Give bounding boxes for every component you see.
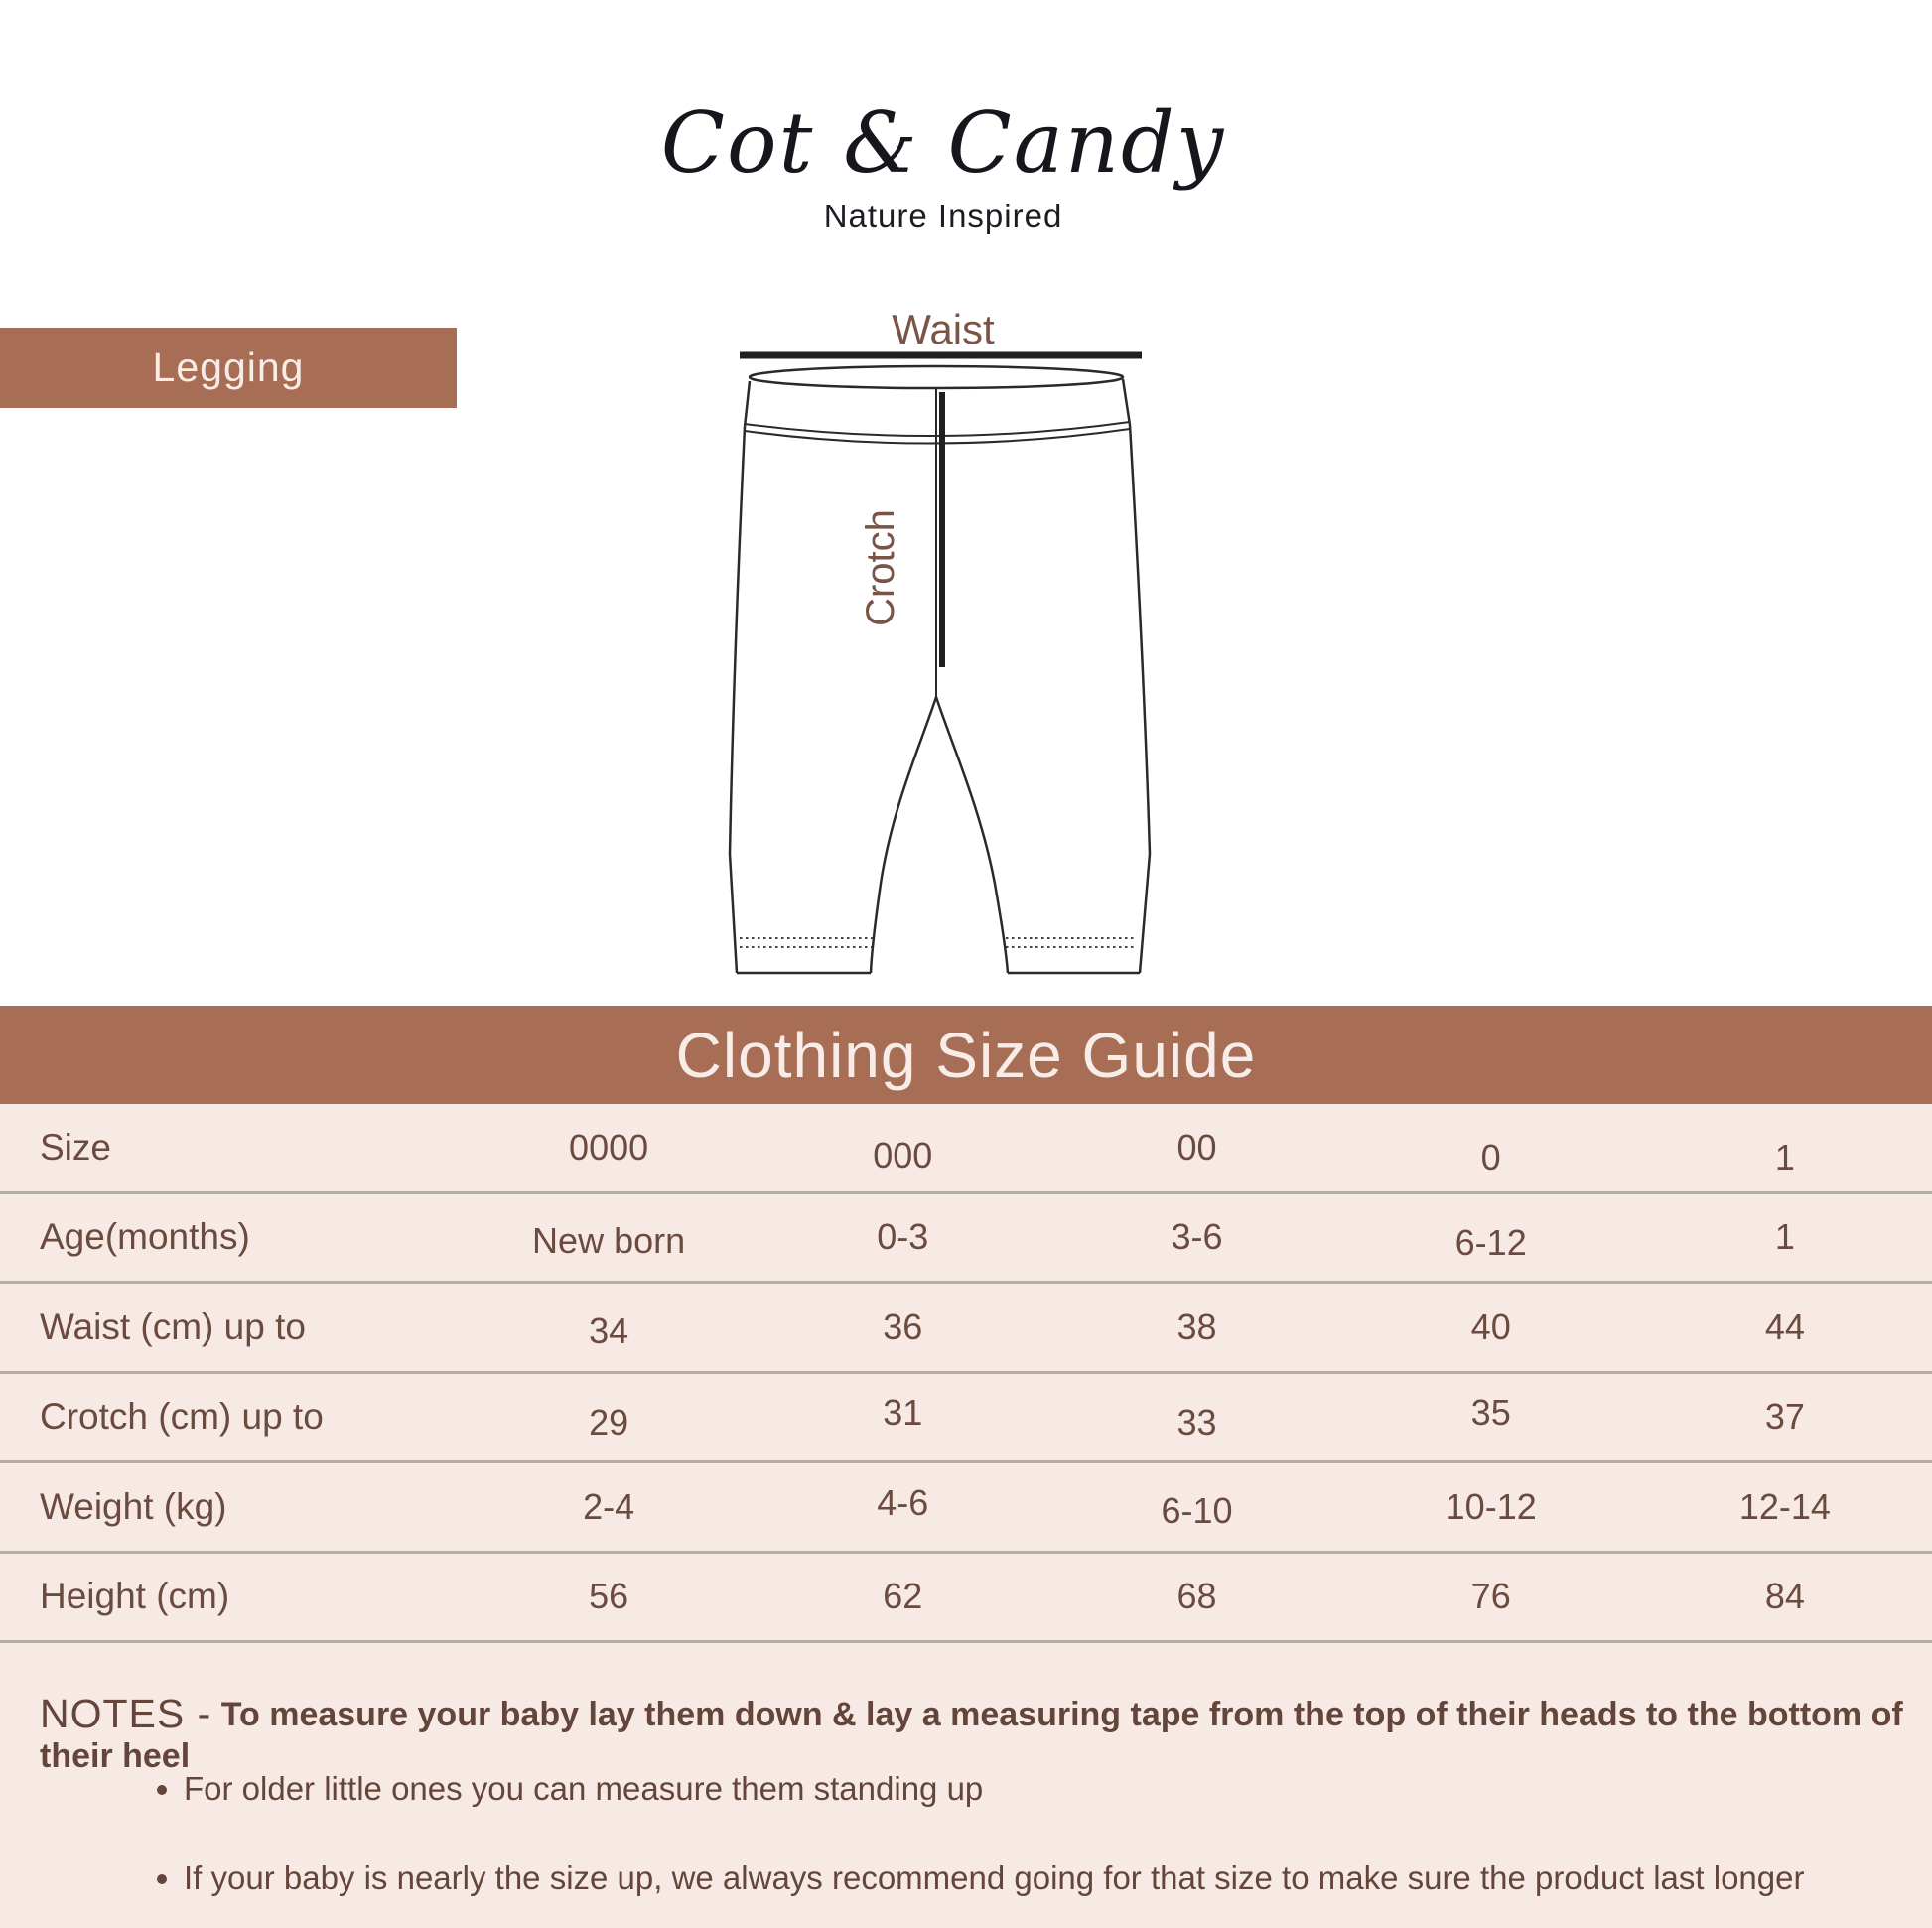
notes-bullet: • For older little ones you can measure them standing up	[184, 1770, 1911, 1808]
right-outer-outline	[1130, 425, 1150, 973]
table-row-size	[0, 1104, 1932, 1194]
waist-value: 34	[589, 1309, 629, 1351]
waist-value: 40	[1470, 1306, 1511, 1347]
size-table	[0, 1104, 1932, 1643]
weight-value: 10-12	[1445, 1485, 1537, 1527]
brand-name: Cot & Candy	[660, 94, 1226, 192]
height-value: 84	[1764, 1576, 1805, 1617]
age-value: 6-12	[1454, 1222, 1527, 1264]
banner-title: Clothing Size Guide	[675, 1019, 1257, 1091]
height-value: 62	[883, 1576, 923, 1617]
notes-bullet: • If your baby is nearly the size up, we always recommend going for that size to make sure the product last longer	[184, 1859, 1911, 1897]
age-value: 3-6	[1171, 1216, 1223, 1258]
table-row-height	[0, 1554, 1932, 1644]
row-label: Crotch (cm) up to	[40, 1396, 324, 1438]
height-value: 56	[589, 1576, 629, 1617]
crotch-value: 37	[1764, 1396, 1805, 1438]
crotch-value: 31	[883, 1392, 923, 1434]
table-row-weight	[0, 1463, 1932, 1554]
brand-tagline: Nature Inspired	[823, 198, 1063, 234]
crotch-value: 35	[1470, 1392, 1511, 1434]
row-label: Size	[40, 1126, 111, 1168]
waist-label: Waist	[892, 306, 995, 352]
legging-drawing	[695, 298, 1191, 993]
waistband-left-edge	[745, 381, 750, 427]
weight-value: 2-4	[583, 1485, 635, 1527]
crotch-label: Crotch	[859, 509, 902, 626]
brand-logo	[0, 91, 1886, 235]
crotch-value: 29	[589, 1402, 629, 1444]
crotch-value: 33	[1176, 1402, 1217, 1444]
table-row-crotch	[0, 1374, 1932, 1464]
age-value: 0-3	[877, 1216, 929, 1258]
size-value: 0	[1480, 1136, 1501, 1177]
size-value: 0000	[569, 1126, 649, 1168]
notes-bullet-list	[154, 1770, 1911, 1928]
size-value: 1	[1774, 1136, 1795, 1177]
left-outer-outline	[730, 427, 745, 973]
right-inner-leg	[936, 697, 1008, 973]
table-row-waist	[0, 1284, 1932, 1374]
waist-value: 38	[1176, 1306, 1217, 1347]
waistband-right-edge	[1123, 379, 1130, 425]
row-label: Weight (kg)	[40, 1485, 227, 1527]
table-row-age	[0, 1194, 1932, 1285]
row-label: Age(months)	[40, 1216, 250, 1258]
waist-value: 44	[1764, 1306, 1805, 1347]
waistband-opening	[750, 366, 1123, 388]
height-value: 68	[1176, 1576, 1217, 1617]
height-value: 76	[1470, 1576, 1511, 1617]
age-value: New born	[532, 1220, 686, 1262]
notes-lead: To measure your baby lay them down & lay a measuring tape from the top of their heads to the bottom of their heel	[40, 1696, 1903, 1775]
legging-diagram	[695, 298, 1191, 993]
row-label: Waist (cm) up to	[40, 1306, 306, 1347]
size-guide-banner	[0, 1006, 1932, 1104]
waist-value: 36	[883, 1306, 923, 1347]
weight-value: 4-6	[877, 1481, 929, 1523]
weight-value: 6-10	[1161, 1489, 1233, 1531]
notes-line	[40, 1691, 1906, 1776]
age-value: 1	[1774, 1216, 1795, 1258]
row-label: Height (cm)	[40, 1576, 230, 1617]
size-value: 00	[1176, 1126, 1217, 1168]
weight-value: 12-14	[1738, 1485, 1831, 1527]
product-label: Legging	[152, 344, 305, 390]
size-value: 000	[873, 1134, 933, 1175]
left-inner-leg	[871, 697, 936, 973]
notes-section	[0, 1643, 1932, 1928]
notes-heading: NOTES -	[40, 1691, 212, 1736]
product-label-bar	[0, 328, 457, 408]
